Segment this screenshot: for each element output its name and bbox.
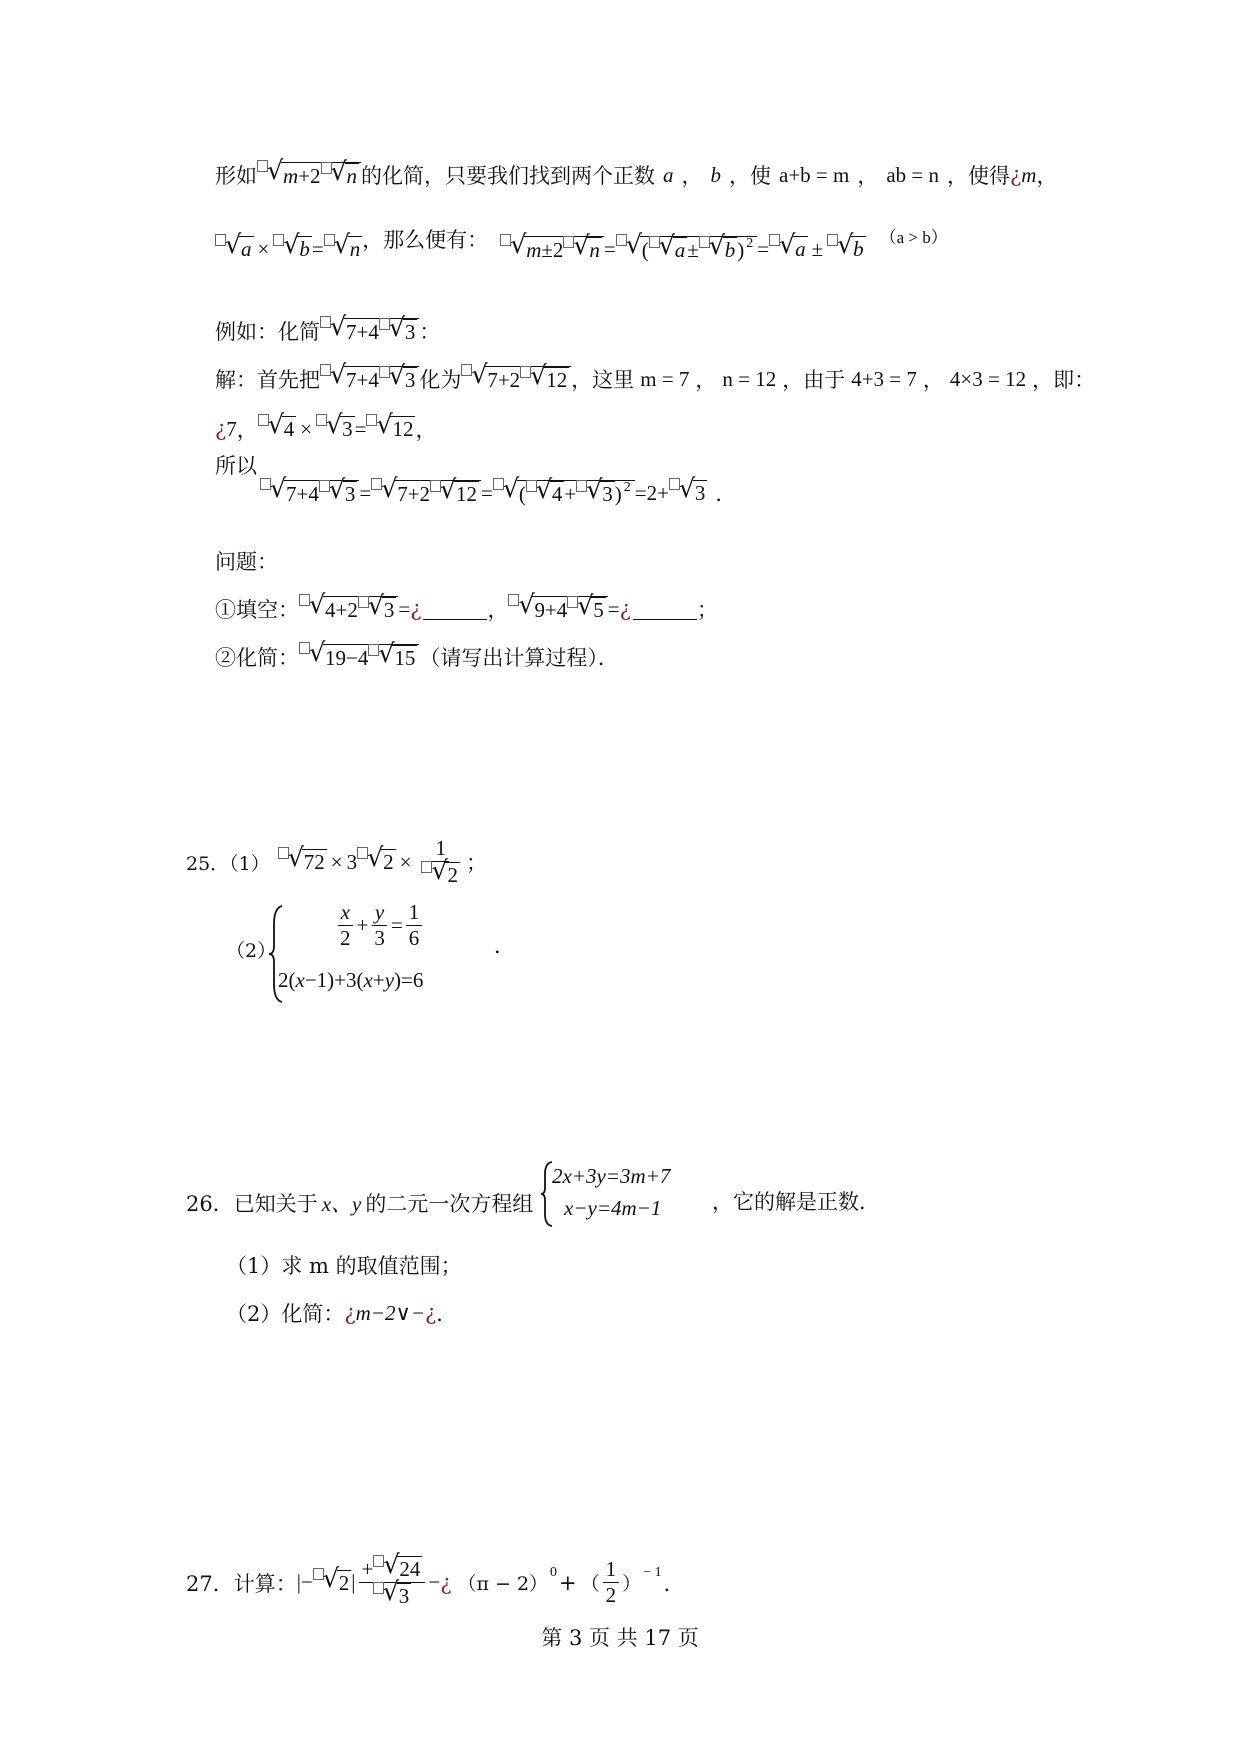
eq-term: y — [384, 968, 395, 992]
eq-term: + — [372, 968, 385, 992]
fraction-x2: $\frac{x}{2}$ — [337, 900, 354, 951]
problem-26-text: 的二元一次方程组 — [365, 1192, 534, 1216]
garbled-symbol: ¿ — [1010, 163, 1022, 187]
var-a: a — [663, 162, 674, 187]
system-25-eq-2: 2 ( x −1 ) +3 ( x + y ) =6 — [278, 968, 424, 992]
eq-26-1: 2x+3y=3m+7 — [552, 1164, 671, 1188]
system-26-eq-1 — [552, 1164, 670, 1189]
vars-xy: x、y — [321, 1192, 362, 1216]
problem-26-suffix — [712, 1186, 880, 1216]
garbled-symbol: ¿ — [440, 1570, 452, 1595]
plus-sign: + — [559, 1570, 577, 1595]
solution-text: 解：首先把 — [215, 368, 320, 392]
problem-26-stem — [186, 1188, 533, 1218]
var-m: m — [1021, 162, 1037, 187]
system-25-eq-1: $\frac{x}{2}$ + $\frac{y}{3}$ = $\frac{1}{6}$ — [334, 900, 425, 951]
q2-label: ②化简： — [215, 646, 299, 670]
equals-sign: = — [390, 913, 403, 938]
value-n: n = 12 — [722, 366, 777, 391]
intro-text: ，使得 — [947, 164, 1011, 188]
part-2-text: （2）化简： — [226, 1302, 345, 1326]
intro-text: 的化简，只要我们找到两个正数 — [361, 164, 656, 188]
system-26-eq-2 — [564, 1196, 661, 1221]
question-header-text: 问题： — [215, 550, 278, 574]
solution-text: ，这里 — [571, 368, 635, 392]
problem-25-number: 25．（1） — [186, 852, 270, 875]
page-footer: 第 3 页 共 17 页 — [541, 1626, 699, 1650]
solution-text: ，由于 — [782, 368, 846, 392]
period: ． — [436, 1302, 458, 1326]
part-label: （2） — [226, 940, 277, 962]
eq-term: −1 — [304, 968, 328, 992]
problem-26-part-2 — [226, 1298, 457, 1328]
part-1-text: （1）求 m 的取值范围； — [226, 1254, 462, 1278]
example-title: 例如：化简 √ 7+4√ 3 ： — [215, 316, 440, 346]
question-1: ①填空： √ 4+2√ 3 = ¿ ， √ 9+4√ 5 = ¿ ； — [215, 594, 718, 624]
problem-26-part-1 — [226, 1250, 462, 1280]
value-7: 7 — [226, 416, 237, 441]
intro-line-2: √ a × √ b = √ n ，那么便有： √ m±2√ n = √ (√ a±√ b) $^2$ = √ a ± √ b （a > b） — [215, 234, 948, 264]
garbled-symbol: ¿ — [425, 1301, 437, 1325]
intro-line-1: 形如 √ m+2√ n 的化简，只要我们找到两个正数 a ， b ，使 a+b = m ， ab = n ，使得 ¿ m ， — [215, 160, 1057, 190]
eq-term: x — [295, 968, 305, 992]
so-line — [215, 454, 257, 496]
part-2-expr: m−2∨− — [355, 1300, 426, 1325]
solution-line-2: ¿ 7 ， √ 4 × √ 3 = √ 12 ， — [215, 414, 436, 444]
problem-26-number: 26．已知关于 — [186, 1192, 318, 1216]
problem-27-number: 27．计算： — [186, 1571, 297, 1596]
fraction-1-2: $\frac{1}{2}$ — [603, 1557, 620, 1608]
fraction-27: +√ 24 √ 3 — [359, 1556, 426, 1609]
solution-text: ，即： — [1032, 368, 1096, 392]
abs-open: |− — [296, 1570, 313, 1595]
solution-text: 化为 — [419, 368, 462, 392]
question-header — [215, 546, 278, 576]
var-b: b — [710, 162, 722, 187]
exponent-0: 0 — [550, 1564, 558, 1580]
garbled-symbol: ¿ — [215, 417, 227, 441]
eq-term: x — [363, 968, 373, 992]
garbled-symbol: ¿ — [619, 597, 631, 621]
intro-text: 形如 — [215, 164, 257, 188]
fraction: 1 √ 2 — [418, 836, 463, 888]
period: ． — [715, 482, 737, 506]
eq-26-2: x−y=4m−1 — [564, 1196, 662, 1220]
product-check: 4×3 = 12 — [949, 366, 1027, 391]
problem-26-text: ，它的解是正数． — [712, 1190, 880, 1214]
solution-line: 解：首先把 √ 7+4√ 3 化为 √ 7+2√ 12 ，这里 m = 7 ， n = 12 ，由于 4+3 = 7 ， 4×3 = 12 ，即： — [215, 364, 1095, 394]
problem-27: 27．计算： |− √ 2 | +√ 24 √ 3 − ¿ （π − 2） 0 + （ $\frac{1}{2}$ ） − 1 ． — [186, 1556, 685, 1609]
period: ． — [663, 1571, 685, 1596]
radical: √ m+2√ n — [267, 162, 361, 189]
eq-term: +3 — [334, 968, 357, 992]
exponent-neg1: − 1 — [643, 1564, 662, 1580]
answer-blank[interactable] — [423, 599, 487, 620]
eq-term: 2 — [278, 968, 289, 992]
so-expression: √ 7+4√ 3 = √ 7+2√ 12 = √ (√ 4+√ 3) $^2$ = 2+ √ 3 ． — [260, 478, 736, 508]
result-text: 2+ — [646, 480, 669, 505]
eq-term: =6 — [401, 968, 424, 992]
garbled-symbol: ¿ — [410, 597, 422, 621]
sum-check: 4+3 = 7 — [851, 366, 917, 391]
question-2: ②化简： √ 19−4√ 15 （请写出计算过程）． — [215, 642, 619, 672]
garbled-symbol: ¿ — [344, 1301, 356, 1325]
answer-blank[interactable] — [633, 599, 697, 620]
system-25-period: ． — [494, 934, 515, 958]
example-text: 例如：化简 — [215, 320, 320, 344]
problem-25-part-1: 25．（1） √ 72 × 3 √ 2 × 1 √ 2 ； — [186, 836, 487, 888]
condition-sum: a+b = m — [779, 162, 850, 187]
value-m: m = 7 — [640, 366, 690, 391]
fraction-y3: $\frac{y}{3}$ — [371, 900, 388, 951]
intro-text: ，那么便有： — [362, 228, 489, 252]
q1-label: ①填空： — [215, 598, 299, 622]
fraction-1-6: $\frac{1}{6}$ — [406, 900, 423, 951]
pi-term: （π − 2） — [457, 1573, 549, 1596]
so-text: 所以 — [215, 454, 257, 478]
condition-ab: （a > b） — [879, 227, 948, 247]
q2-suffix: （请写出计算过程）． — [419, 646, 619, 670]
condition-product: ab = n — [886, 162, 940, 187]
